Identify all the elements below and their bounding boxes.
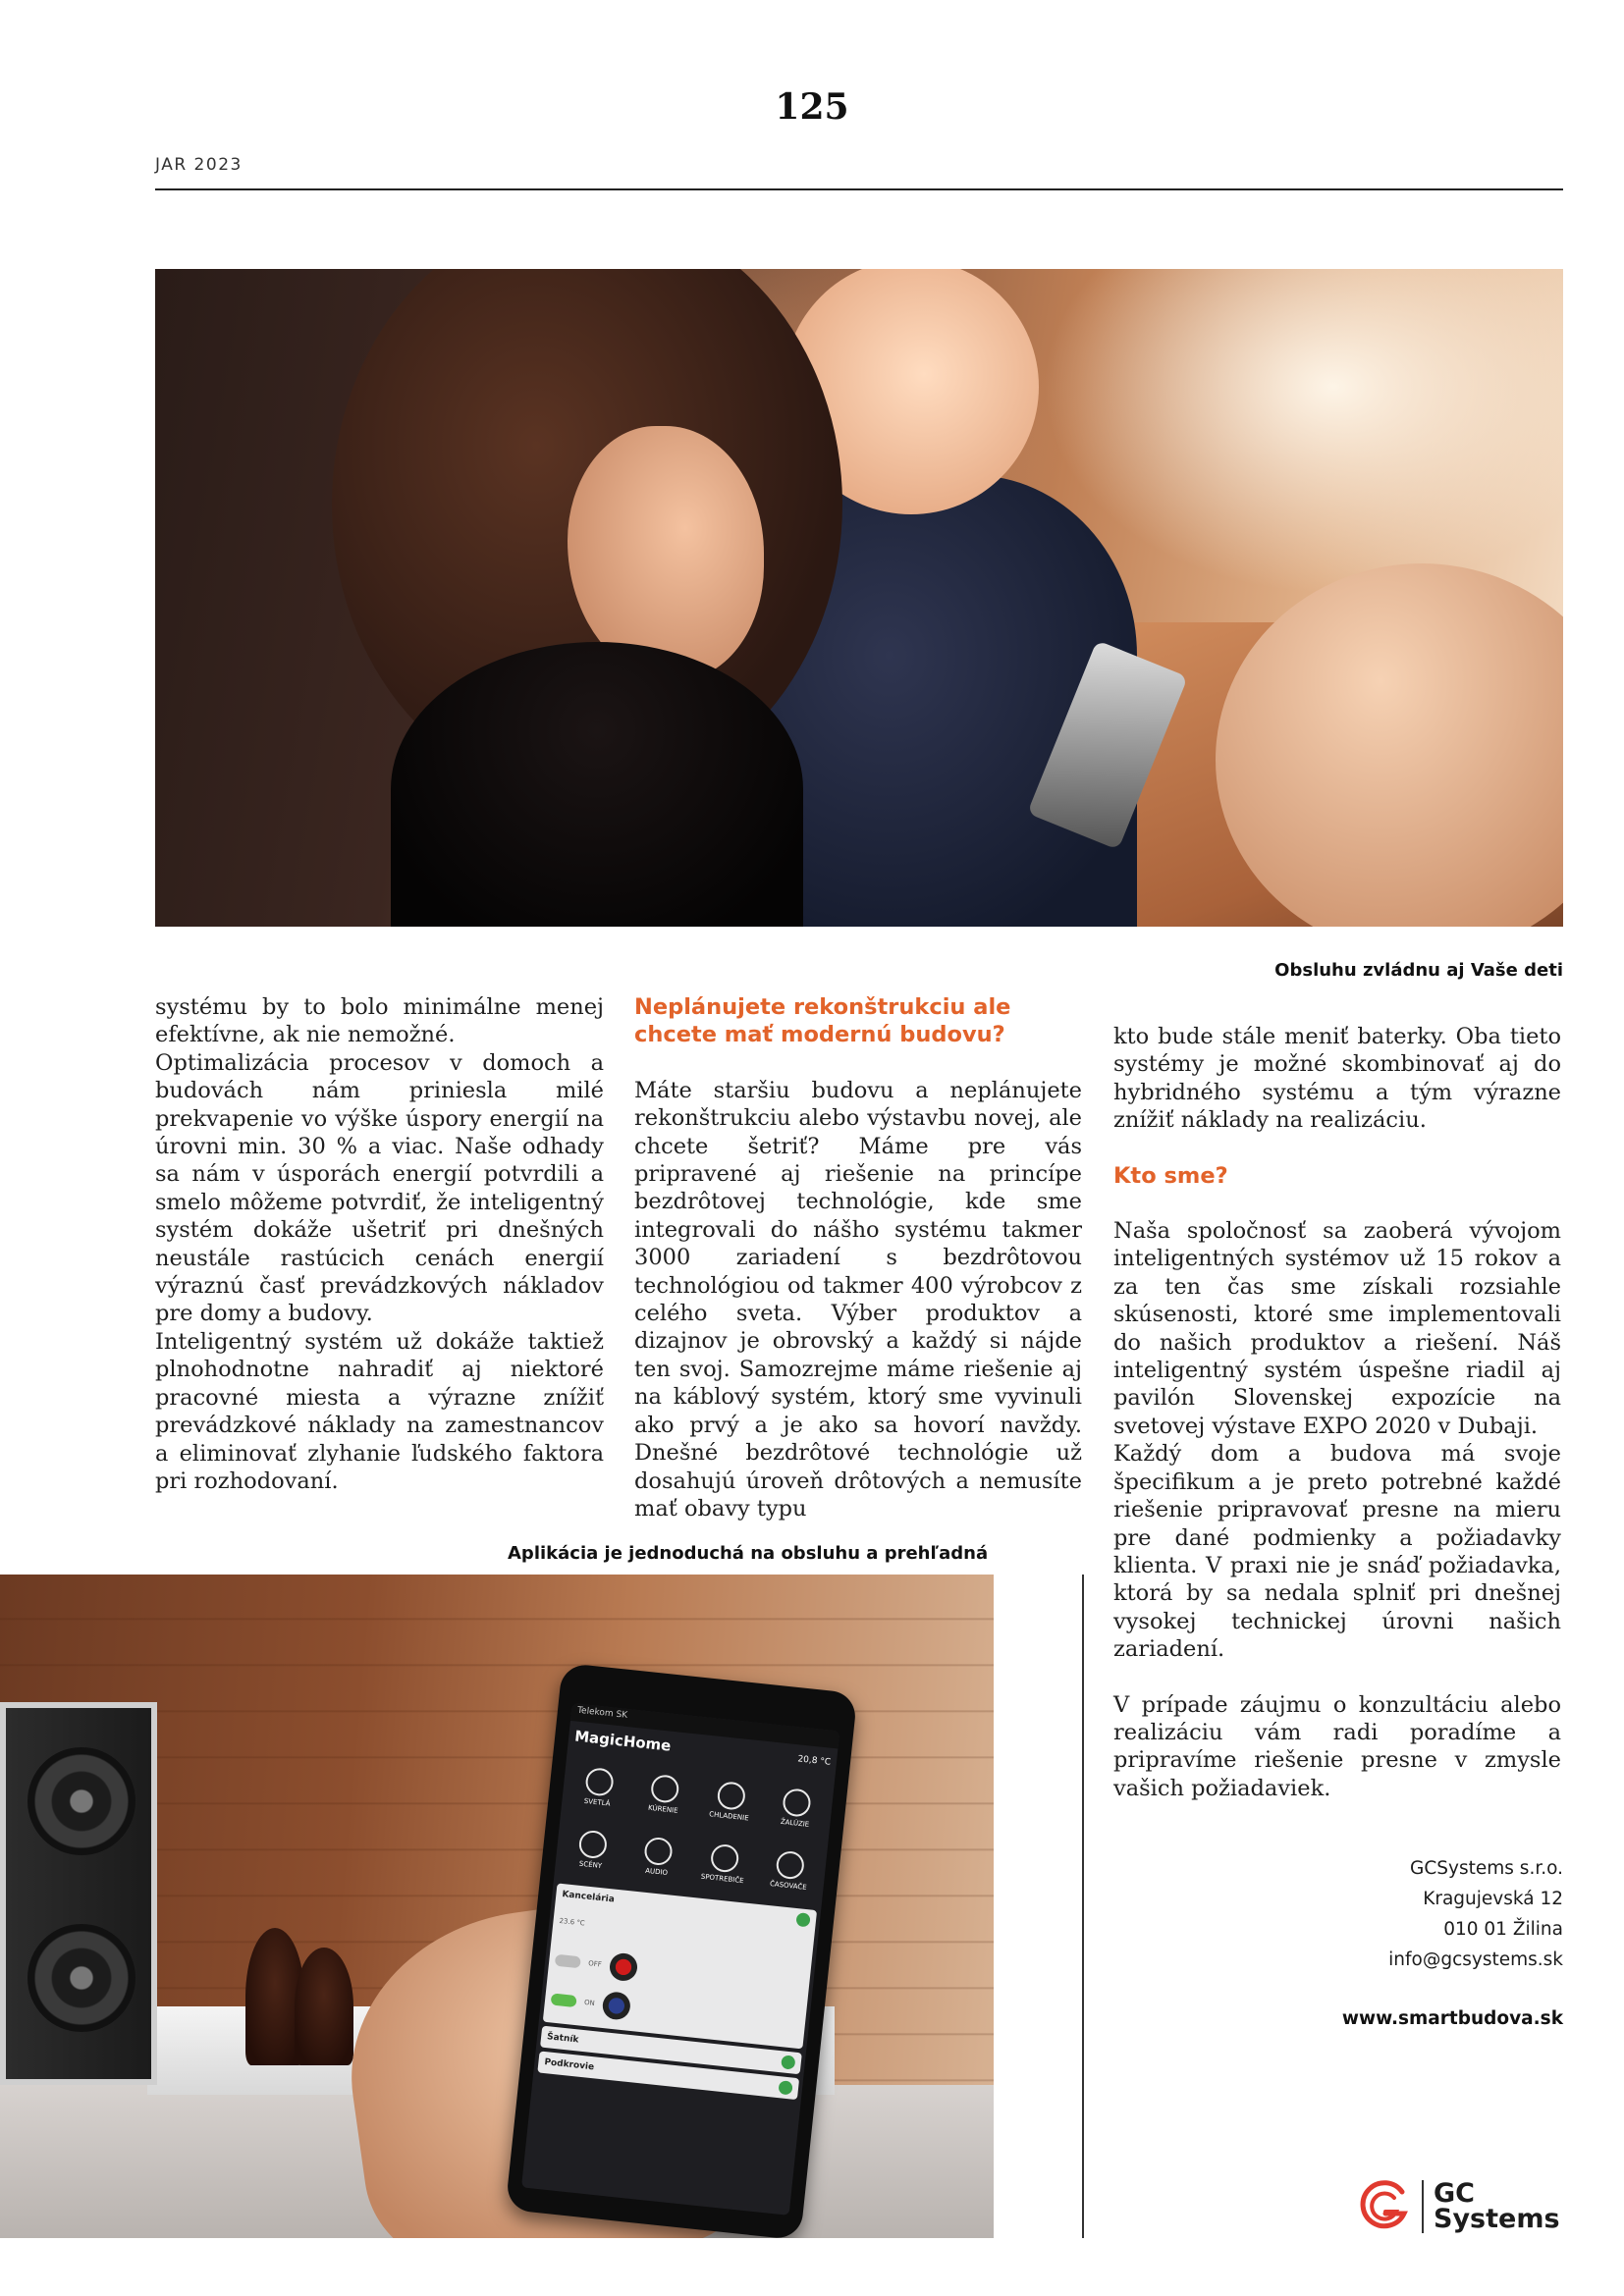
status-bar: Telekom SK [570,1703,839,1749]
speaker-icon [643,1836,674,1866]
column-3-paragraph: Naša spoločnosť sa zaoberá vývojom inteligentných systémov už 15 rokov a za ten čas sme získali rozsiahle skúsenosti, ktoré sme implementovali do našich produktov a riešení. Náš inteligentný systém úspešne riadil aj pavilón Slovenskej expozície na svetovej výstave EXPO 2020 v Dubaji. [1113,1218,1561,1439]
column-3-paragraph: V prípade záujmu o konzultáciu alebo realizáciu vám radi poradíme a pripravíme riešenie presne v zmysle vašich požiadaviek. [1113,1691,1561,1801]
page-number: 125 [775,86,849,128]
plug-icon [710,1842,740,1873]
toggle-on[interactable] [551,1993,577,2007]
column-1-paragraph: Optimalizácia procesov v domoch a budovách nám priniesla milé prekvapenie vo výške úspory energií na úrovni min. 30 % a viac. Naše odhady sa nám v úsporách energií potvrdili a smelo môžeme potvrdiť, že inteligentný systém dokáže ušetriť pri dnešných neustále rastúcich cenách energií výraznú časť prevádzkových nákladov pre domy a budovy. [155,1049,604,1327]
logo-text: GC Systems [1434,2178,1560,2234]
tile-audio[interactable]: AUDIO [624,1824,692,1889]
expand-icon[interactable] [778,2080,792,2095]
app-photo-caption: Aplikácia je jednoduchá na obsluhu a prehľadná [508,1543,989,1564]
snowflake-icon [716,1781,746,1811]
section-heading-about: Kto sme? [1113,1162,1228,1189]
top-photo-caption: Obsluhu zvládnu aj Vaše deti [1274,960,1563,981]
room-panel-wardrobe[interactable]: Šatník [540,2026,802,2075]
smartphone [506,1663,858,2238]
section-heading-renovation: Neplánujete rekonštrukciu ale chcete mať modernú budovu? [634,994,1011,1048]
light-knob[interactable] [608,1951,638,1982]
app-screen [521,1703,839,2216]
radiator-icon [650,1773,680,1803]
blinds-icon [782,1788,812,1818]
city: 010 01 Žilina [1443,1919,1563,1940]
clock-icon [776,1849,806,1880]
app-title: MagicHome [573,1727,673,1755]
tile-blinds[interactable]: ŽALÚZIE [762,1775,830,1840]
logo-mark-icon [1355,2178,1412,2235]
column-3-paragraph: kto bude stále meniť baterky. Oba tieto systémy je možné skombinovať aj do hybridného systému a tým výrazne znížiť náklady na realizáciu. [1113,1024,1561,1134]
app-temperature: 20,8 °C [796,1754,832,1768]
expand-icon[interactable] [781,2055,795,2069]
column-1 [155,993,604,1495]
category-tiles [554,1750,835,1907]
column-3 [1113,1023,1561,1802]
tile-cooling[interactable]: CHLADENIE [696,1768,764,1833]
website-link[interactable]: www.smartbudova.sk [1341,2008,1563,2029]
expand-icon[interactable] [795,1912,810,1927]
speaker-icon [0,1702,157,2085]
column-2 [634,993,1082,1522]
contact-address [1388,1853,1563,1975]
column-divider [1082,1575,1084,2238]
company-name: GCSystems s.r.o. [1410,1858,1563,1879]
column-1-paragraph: Inteligentný systém už dokáže taktiež plnohodnotne nahradiť aj niektoré pracovné miesta a výrazne znížiť prevádzkové náklady na zamestnancov a eliminovať zlyhanie ľudského faktora pri rozhodovaní. [155,1328,604,1494]
tile-appliances[interactable]: SPOTREBIČE [690,1831,758,1896]
street: Kragujevská 12 [1423,1889,1563,1909]
room-panel-office[interactable]: Kancelária 23.6 °C OFF ON [543,1883,817,2049]
bulb-icon [584,1766,615,1796]
tile-heating[interactable]: KÚRENIE [630,1761,698,1826]
email-link[interactable]: info@gcsystems.sk [1388,1949,1563,1970]
column-2-paragraph: Máte staršiu budovu a neplánujete rekonštrukciu alebo výstavbu novej, ale chcete šetriť? Máme pre vás pripravené aj riešenie na princípe bezdrôtovej technológie, kde sme integrovali do nášho systému takmer 3000 zariadení s bezdrôtovou technológiou od takmer 400 výrobcov z celého sveta. Výber produktov a dizajnov je obrovský a každý si nájde ten svoj. Samozrejme máme riešenie aj na káblový systém, ktorý sme vyvinuli ako prvý a je ako sa hovorí navždy. Dnešné bezdrôtové technológie už dosahujú úroveň drôtových a nemusíte mať obavy typu [634,1077,1082,1522]
room-panel-attic[interactable]: Podkrovie [537,2051,799,2100]
header-rule [155,188,1563,190]
tile-scenes[interactable]: SCÉNY [558,1817,625,1882]
issue-label: JAR 2023 [155,155,243,175]
blind-knob[interactable] [601,1991,631,2021]
toggle-off[interactable] [555,1954,581,1969]
tile-timers[interactable]: ČASOVAČE [756,1838,824,1902]
gc-systems-logo [1355,2177,1563,2236]
column-1-paragraph: systému by to bolo minimálne menej efektívne, ak nie nemožné. [155,994,604,1048]
smartphone-app-photo [0,1575,994,2238]
children-tablet-photo [155,269,1563,927]
column-3-paragraph: Každý dom a budova má svoje špecifikum a je preto potrebné každé riešenie pripravovať presne na mieru pre dané podmienky a požiadavky klienta. V praxi nie je snáď požiadavka, ktorá by sa nedala splniť pri dnešnej vysokej technickej úrovni našich zariadení. [1113,1441,1561,1663]
scene-icon [577,1829,608,1859]
tile-lights[interactable]: SVETLÁ [565,1754,632,1819]
